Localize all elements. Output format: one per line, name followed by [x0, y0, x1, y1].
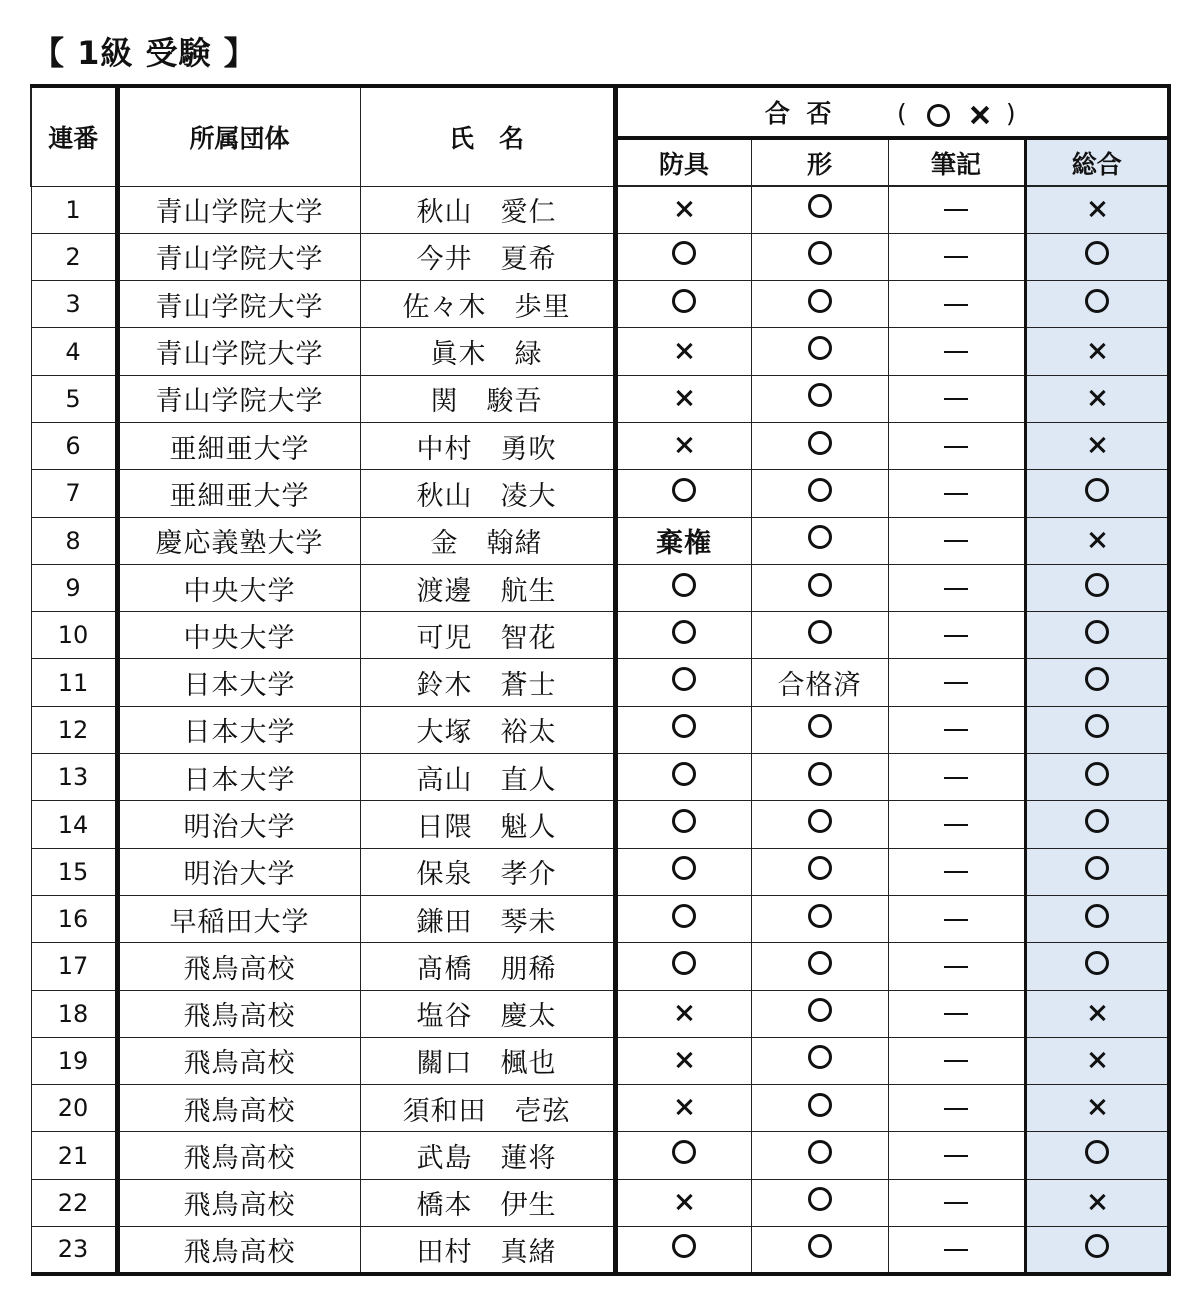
circle-icon — [808, 998, 832, 1022]
circle-icon — [672, 289, 696, 313]
cross-icon — [1088, 1051, 1106, 1069]
circle-icon — [808, 525, 832, 549]
row-kata — [751, 990, 888, 1037]
row-kata — [751, 1179, 888, 1226]
row-kata — [751, 422, 888, 469]
row-name: 大塚 裕太 — [360, 706, 615, 753]
circle-icon — [808, 1140, 832, 1164]
cross-icon — [1088, 1098, 1106, 1116]
row-affiliation: 飛鳥高校 — [117, 1132, 360, 1179]
row-name: 中村 勇吹 — [360, 422, 615, 469]
row-armor — [615, 801, 751, 848]
cross-icon — [1088, 342, 1106, 360]
row-written — [888, 895, 1025, 942]
row-affiliation: 飛鳥高校 — [117, 1085, 360, 1132]
row-affiliation: 飛鳥高校 — [117, 1037, 360, 1084]
dash-icon — [944, 635, 968, 637]
row-number: 18 — [31, 990, 117, 1037]
table-row — [31, 848, 1169, 895]
row-written — [888, 754, 1025, 801]
row-written — [888, 943, 1025, 990]
row-affiliation: 明治大学 — [117, 801, 360, 848]
row-overall — [1025, 564, 1169, 611]
row-name: 武島 蓮将 — [360, 1132, 615, 1179]
circle-icon — [808, 951, 832, 975]
row-written — [888, 1037, 1025, 1084]
row-overall — [1025, 801, 1169, 848]
dash-icon — [944, 966, 968, 968]
header-written: 筆記 — [888, 138, 1025, 186]
page-title: 【 1級 受験 】 — [32, 34, 257, 72]
circle-icon — [1085, 951, 1109, 975]
row-number: 16 — [31, 895, 117, 942]
row-written — [888, 1227, 1025, 1274]
table-row — [31, 801, 1169, 848]
header-row-top — [31, 86, 1169, 138]
circle-icon — [672, 1140, 696, 1164]
row-armor — [615, 470, 751, 517]
row-affiliation: 飛鳥高校 — [117, 1179, 360, 1226]
row-number: 19 — [31, 1037, 117, 1084]
circle-icon — [808, 573, 832, 597]
row-overall — [1025, 612, 1169, 659]
row-number: 11 — [31, 659, 117, 706]
row-name: 須和田 壱弦 — [360, 1085, 615, 1132]
row-kata — [751, 706, 888, 753]
row-armor — [615, 1179, 751, 1226]
status-text: 棄権 — [656, 528, 712, 560]
cross-icon — [1088, 531, 1106, 549]
circle-icon — [1085, 1140, 1109, 1164]
row-name: 渡邊 航生 — [360, 564, 615, 611]
row-kata — [751, 801, 888, 848]
table-row — [31, 706, 1169, 753]
dash-icon — [944, 446, 968, 448]
circle-icon — [1085, 762, 1109, 786]
row-name: 金 翰緒 — [360, 517, 615, 564]
dash-icon — [944, 588, 968, 590]
header-affiliation: 所属団体 — [117, 86, 360, 186]
row-affiliation: 中央大学 — [117, 612, 360, 659]
row-number: 4 — [31, 328, 117, 375]
circle-icon — [1085, 809, 1109, 833]
cross-icon — [675, 200, 693, 218]
circle-icon — [808, 241, 832, 265]
table-row — [31, 281, 1169, 328]
table-row — [31, 1037, 1169, 1084]
cross-icon — [675, 1051, 693, 1069]
row-armor — [615, 375, 751, 422]
row-written — [888, 233, 1025, 280]
row-name: 可児 智花 — [360, 612, 615, 659]
circle-icon — [808, 194, 832, 218]
row-armor — [615, 564, 751, 611]
row-overall — [1025, 706, 1169, 753]
row-overall — [1025, 754, 1169, 801]
dash-icon — [944, 351, 968, 353]
header-overall: 総合 — [1025, 138, 1169, 186]
circle-icon — [808, 1234, 832, 1258]
row-number: 17 — [31, 943, 117, 990]
circle-icon — [672, 667, 696, 691]
row-overall — [1025, 848, 1169, 895]
row-armor — [615, 1037, 751, 1084]
legend-circle-icon — [927, 104, 950, 127]
row-written — [888, 659, 1025, 706]
circle-icon — [1085, 241, 1109, 265]
dash-icon — [944, 871, 968, 873]
dash-icon — [944, 1249, 968, 1251]
row-affiliation: 日本大学 — [117, 706, 360, 753]
row-affiliation: 飛鳥高校 — [117, 943, 360, 990]
row-overall — [1025, 281, 1169, 328]
cross-icon — [1088, 200, 1106, 218]
row-armor — [615, 1227, 751, 1274]
row-armor — [615, 328, 751, 375]
circle-icon — [672, 1234, 696, 1258]
row-number: 5 — [31, 375, 117, 422]
row-kata — [751, 1227, 888, 1274]
row-affiliation: 青山学院大学 — [117, 375, 360, 422]
circle-icon — [808, 809, 832, 833]
table-row — [31, 1085, 1169, 1132]
circle-icon — [808, 431, 832, 455]
header-legend-close: ) — [1005, 99, 1020, 128]
row-written — [888, 375, 1025, 422]
row-affiliation: 中央大学 — [117, 564, 360, 611]
row-number: 23 — [31, 1227, 117, 1274]
row-affiliation: 青山学院大学 — [117, 233, 360, 280]
dash-icon — [944, 1060, 968, 1062]
table-row — [31, 186, 1169, 233]
row-number: 3 — [31, 281, 117, 328]
row-number: 20 — [31, 1085, 117, 1132]
row-armor — [615, 1132, 751, 1179]
row-number: 21 — [31, 1132, 117, 1179]
circle-icon — [672, 478, 696, 502]
dash-icon — [944, 919, 968, 921]
dash-icon — [944, 729, 968, 731]
row-name: 保泉 孝介 — [360, 848, 615, 895]
row-name: 鎌田 琴未 — [360, 895, 615, 942]
legend-cross-icon — [971, 106, 989, 124]
header-legend-open: ( — [896, 99, 911, 128]
circle-icon — [672, 762, 696, 786]
dash-icon — [944, 256, 968, 258]
circle-icon — [808, 478, 832, 502]
row-name: 関 駿吾 — [360, 375, 615, 422]
row-number: 13 — [31, 754, 117, 801]
circle-icon — [808, 904, 832, 928]
table-row — [31, 422, 1169, 469]
table-row — [31, 328, 1169, 375]
row-affiliation: 青山学院大学 — [117, 328, 360, 375]
table-row — [31, 612, 1169, 659]
circle-icon — [1085, 1234, 1109, 1258]
row-affiliation: 日本大学 — [117, 659, 360, 706]
row-overall — [1025, 659, 1169, 706]
status-text: 合格済 — [777, 670, 862, 702]
circle-icon — [808, 383, 832, 407]
row-overall — [1025, 517, 1169, 564]
row-affiliation: 青山学院大学 — [117, 186, 360, 233]
row-kata — [751, 659, 888, 706]
row-kata — [751, 186, 888, 233]
circle-icon — [808, 714, 832, 738]
row-number: 15 — [31, 848, 117, 895]
row-overall — [1025, 1085, 1169, 1132]
cross-icon — [675, 342, 693, 360]
table-row — [31, 470, 1169, 517]
row-written — [888, 990, 1025, 1037]
circle-icon — [1085, 856, 1109, 880]
circle-icon — [672, 714, 696, 738]
circle-icon — [672, 573, 696, 597]
cross-icon — [1088, 436, 1106, 454]
table-row — [31, 517, 1169, 564]
row-kata — [751, 895, 888, 942]
row-number: 6 — [31, 422, 117, 469]
table-row — [31, 1179, 1169, 1226]
row-affiliation: 日本大学 — [117, 754, 360, 801]
row-armor — [615, 517, 751, 564]
table-row — [31, 375, 1169, 422]
row-kata — [751, 612, 888, 659]
row-name: 佐々木 歩里 — [360, 281, 615, 328]
row-overall — [1025, 1037, 1169, 1084]
dash-icon — [944, 824, 968, 826]
row-kata — [751, 848, 888, 895]
row-armor — [615, 848, 751, 895]
cross-icon — [1088, 1004, 1106, 1022]
row-armor — [615, 990, 751, 1037]
dash-icon — [944, 682, 968, 684]
row-affiliation: 明治大学 — [117, 848, 360, 895]
row-kata — [751, 754, 888, 801]
circle-icon — [1085, 714, 1109, 738]
dash-icon — [944, 540, 968, 542]
row-number: 14 — [31, 801, 117, 848]
row-number: 10 — [31, 612, 117, 659]
row-kata — [751, 281, 888, 328]
row-affiliation: 青山学院大学 — [117, 281, 360, 328]
row-name: 髙橋 朋稀 — [360, 943, 615, 990]
row-name: 秋山 凌大 — [360, 470, 615, 517]
header-result-group — [615, 86, 1169, 138]
row-overall — [1025, 990, 1169, 1037]
row-name: 橋本 伊生 — [360, 1179, 615, 1226]
circle-icon — [1085, 478, 1109, 502]
dash-icon — [944, 304, 968, 306]
dash-icon — [944, 493, 968, 495]
row-written — [888, 1132, 1025, 1179]
row-armor — [615, 659, 751, 706]
row-overall — [1025, 328, 1169, 375]
row-armor — [615, 233, 751, 280]
cross-icon — [1088, 1193, 1106, 1211]
circle-icon — [808, 1187, 832, 1211]
row-name: 今井 夏希 — [360, 233, 615, 280]
circle-icon — [1085, 904, 1109, 928]
row-number: 22 — [31, 1179, 117, 1226]
row-written — [888, 186, 1025, 233]
row-overall — [1025, 375, 1169, 422]
row-number: 9 — [31, 564, 117, 611]
cross-icon — [675, 1004, 693, 1022]
dash-icon — [944, 1202, 968, 1204]
row-written — [888, 801, 1025, 848]
row-kata — [751, 943, 888, 990]
row-armor — [615, 186, 751, 233]
row-kata — [751, 1085, 888, 1132]
circle-icon — [672, 620, 696, 644]
row-affiliation: 亜細亜大学 — [117, 422, 360, 469]
row-armor — [615, 1085, 751, 1132]
row-overall — [1025, 186, 1169, 233]
circle-icon — [1085, 620, 1109, 644]
row-number: 7 — [31, 470, 117, 517]
table-row — [31, 1227, 1169, 1274]
dash-icon — [944, 1155, 968, 1157]
header-result-label: 合 否 — [764, 99, 836, 128]
header-name: 氏 名 — [360, 86, 615, 186]
row-affiliation: 慶応義塾大学 — [117, 517, 360, 564]
row-written — [888, 1179, 1025, 1226]
row-armor — [615, 612, 751, 659]
circle-icon — [808, 620, 832, 644]
circle-icon — [672, 809, 696, 833]
row-kata — [751, 470, 888, 517]
circle-icon — [672, 856, 696, 880]
row-name: 高山 直人 — [360, 754, 615, 801]
row-overall — [1025, 470, 1169, 517]
row-overall — [1025, 1132, 1169, 1179]
row-written — [888, 564, 1025, 611]
row-overall — [1025, 1179, 1169, 1226]
circle-icon — [808, 1093, 832, 1117]
table-row — [31, 943, 1169, 990]
cross-icon — [675, 436, 693, 454]
circle-icon — [808, 289, 832, 313]
row-armor — [615, 895, 751, 942]
table-row — [31, 233, 1169, 280]
row-number: 8 — [31, 517, 117, 564]
row-written — [888, 706, 1025, 753]
row-number: 1 — [31, 186, 117, 233]
circle-icon — [808, 762, 832, 786]
circle-icon — [808, 1045, 832, 1069]
dash-icon — [944, 209, 968, 211]
dash-icon — [944, 777, 968, 779]
row-overall — [1025, 895, 1169, 942]
table-row — [31, 1132, 1169, 1179]
row-name: 田村 真緒 — [360, 1227, 615, 1274]
row-affiliation: 飛鳥高校 — [117, 990, 360, 1037]
row-kata — [751, 233, 888, 280]
row-affiliation: 亜細亜大学 — [117, 470, 360, 517]
header-number: 連番 — [31, 86, 117, 186]
row-kata — [751, 564, 888, 611]
row-affiliation: 飛鳥高校 — [117, 1227, 360, 1274]
row-affiliation: 早稲田大学 — [117, 895, 360, 942]
row-overall — [1025, 943, 1169, 990]
row-armor — [615, 281, 751, 328]
circle-icon — [1085, 667, 1109, 691]
row-kata — [751, 1037, 888, 1084]
row-written — [888, 281, 1025, 328]
cross-icon — [675, 1193, 693, 1211]
table-row — [31, 564, 1169, 611]
cross-icon — [675, 1098, 693, 1116]
row-written — [888, 517, 1025, 564]
row-number: 12 — [31, 706, 117, 753]
row-written — [888, 848, 1025, 895]
header-kata: 形 — [751, 138, 888, 186]
row-name: 關口 楓也 — [360, 1037, 615, 1084]
results-table — [30, 84, 1171, 1276]
row-written — [888, 612, 1025, 659]
row-armor — [615, 706, 751, 753]
row-name: 日隈 魁人 — [360, 801, 615, 848]
row-written — [888, 422, 1025, 469]
circle-icon — [672, 904, 696, 928]
cross-icon — [675, 389, 693, 407]
table-row — [31, 659, 1169, 706]
table-row — [31, 990, 1169, 1037]
row-kata — [751, 1132, 888, 1179]
dash-icon — [944, 1108, 968, 1110]
dash-icon — [944, 1013, 968, 1015]
row-kata — [751, 375, 888, 422]
row-name: 眞木 緑 — [360, 328, 615, 375]
row-overall — [1025, 1227, 1169, 1274]
cross-icon — [1088, 389, 1106, 407]
circle-icon — [808, 336, 832, 360]
row-name: 塩谷 慶太 — [360, 990, 615, 1037]
row-overall — [1025, 233, 1169, 280]
row-kata — [751, 328, 888, 375]
row-armor — [615, 422, 751, 469]
row-written — [888, 328, 1025, 375]
row-written — [888, 1085, 1025, 1132]
circle-icon — [1085, 573, 1109, 597]
row-name: 鈴木 蒼士 — [360, 659, 615, 706]
table-row — [31, 895, 1169, 942]
table-row — [31, 754, 1169, 801]
row-written — [888, 470, 1025, 517]
circle-icon — [808, 856, 832, 880]
header-armor: 防具 — [615, 138, 751, 186]
dash-icon — [944, 398, 968, 400]
circle-icon — [1085, 289, 1109, 313]
row-kata — [751, 517, 888, 564]
row-armor — [615, 754, 751, 801]
circle-icon — [672, 241, 696, 265]
row-number: 2 — [31, 233, 117, 280]
row-overall — [1025, 422, 1169, 469]
circle-icon — [672, 951, 696, 975]
row-armor — [615, 943, 751, 990]
row-name: 秋山 愛仁 — [360, 186, 615, 233]
